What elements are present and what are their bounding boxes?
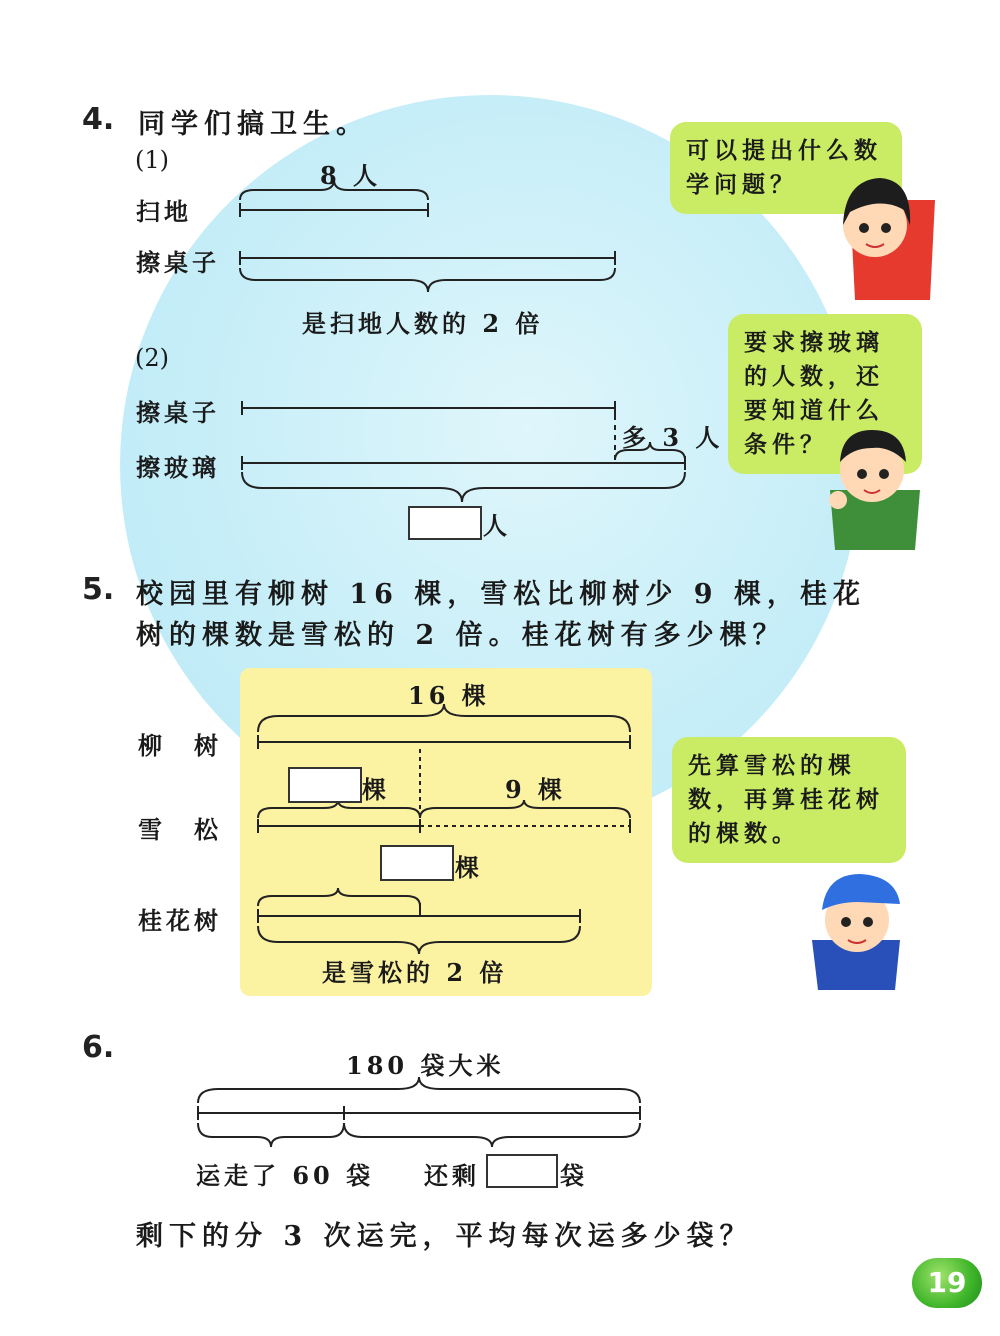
q4-part1-label: (1) xyxy=(135,146,169,174)
q6-number: 6. xyxy=(82,1030,115,1065)
boy-speech-bubble-2: 先算雪松的棵数，再算桂花树的棵数。 xyxy=(672,737,906,863)
q5-willow-count: 16 棵 xyxy=(408,681,490,710)
q4-sweep-label: 扫地 xyxy=(136,197,192,226)
boy2-icon xyxy=(812,874,900,990)
q5-line1: 校园里有柳树 16 棵，雪松比柳树少 9 棵，桂花 xyxy=(136,579,866,610)
q4-more-label: 多 3 人 xyxy=(622,423,724,452)
q5-cedar-answer-box[interactable] xyxy=(288,767,362,803)
q5-cedar-label: 雪 松 xyxy=(138,815,222,844)
q5-number: 5. xyxy=(82,572,115,607)
boy1-icon xyxy=(829,430,920,550)
q5-line2: 树的棵数是雪松的 2 倍。桂花树有多少棵？ xyxy=(136,620,786,651)
q4-top-brace-label: 8 人 xyxy=(320,161,382,190)
girl-speech-bubble: 可以提出什么数学问题？ xyxy=(670,122,902,214)
boy-speech-bubble-1: 要求擦玻璃的人数，还要知道什么条件？ xyxy=(728,314,922,474)
q5-osmanthus-answer-box[interactable] xyxy=(380,845,454,881)
q5-willow-label: 柳 树 xyxy=(138,731,222,760)
q4-number: 4. xyxy=(82,102,115,137)
q4-p2-wipe-label: 擦桌子 xyxy=(136,398,220,427)
q4-wipe-label: 擦桌子 xyxy=(136,248,220,277)
girl-icon xyxy=(843,178,935,300)
page-number: 19 xyxy=(912,1258,982,1308)
q5-double-note: 是雪松的 2 倍 xyxy=(322,958,508,987)
q4-double-note: 是扫地人数的 2 倍 xyxy=(302,309,544,338)
q6-remain-label: 还剩 xyxy=(424,1161,480,1190)
q6-total-label: 180 袋大米 xyxy=(346,1051,505,1080)
q6-answer-box[interactable] xyxy=(486,1154,558,1188)
q6-question: 剩下的分 3 次运完，平均每次运多少袋？ xyxy=(136,1221,753,1252)
q5-cedar-unit: 棵 xyxy=(362,775,390,804)
q4-unit-label: 人 xyxy=(483,511,511,540)
q4-title: 同学们搞卫生。 xyxy=(138,109,369,140)
q6-taken-label: 运走了 60 袋 xyxy=(196,1161,375,1190)
q4-glass-label: 擦玻璃 xyxy=(136,453,220,482)
q4-part2-label: (2) xyxy=(135,344,169,372)
q5-osmanthus-label: 桂花树 xyxy=(138,906,222,935)
q5-diff-label: 9 棵 xyxy=(505,775,567,804)
q5-osmanthus-unit: 棵 xyxy=(455,853,483,882)
q6-unit-label: 袋 xyxy=(560,1161,588,1190)
